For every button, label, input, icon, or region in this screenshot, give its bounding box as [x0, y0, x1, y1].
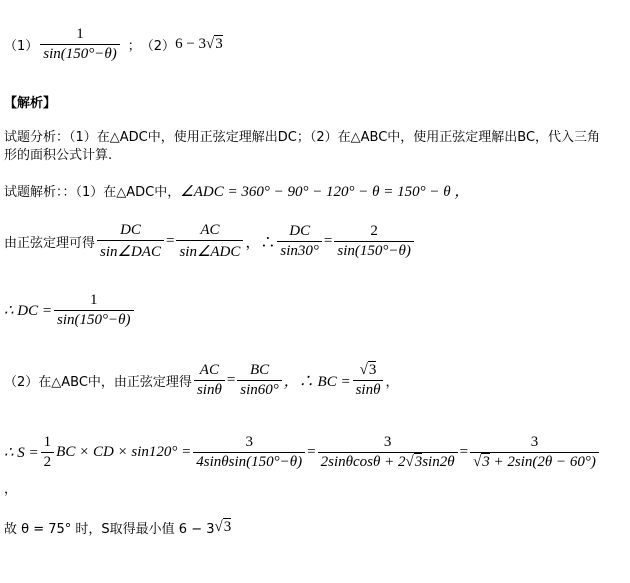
answer-part1-fraction — [40, 26, 119, 63]
fraction-numerator: 3 — [530, 434, 539, 450]
s-prefix: ∴ S = — [4, 445, 39, 461]
fraction-denominator: 2sinθcosθ + 2√3sin2θ — [318, 452, 458, 471]
trailing-comma: ， — [4, 482, 18, 497]
fraction-denominator: sinθ — [353, 380, 384, 399]
solution-angle-line — [4, 180, 469, 201]
fraction-denominator: √3 + 2sin(2θ − 60°) — [470, 452, 599, 471]
angle-equation: ∠ADC = 360° − 90° − 120° − θ = 150° − θ ， — [180, 184, 470, 200]
fraction-numerator: AC — [200, 222, 220, 238]
bc-mid: ，∴ BC = — [283, 374, 351, 390]
fraction-numerator: 3 — [383, 434, 392, 450]
fraction-area-1 — [193, 434, 305, 471]
area-line — [4, 434, 601, 471]
fraction-ac-sinadc — [176, 222, 243, 261]
part2-prefix: （2）在△ABC中，由正弦定理得 — [4, 375, 192, 390]
equals-sign: = — [459, 444, 469, 460]
answer-part2-radicand: 3 — [215, 36, 223, 52]
fraction-numerator: DC — [289, 223, 311, 239]
fraction-numerator: 1 — [90, 292, 98, 308]
conclusion-text: 故 θ = 75° 时，S取得最小值 6 − 3 — [4, 522, 215, 537]
fraction-one-half — [41, 434, 55, 471]
conclusion-line: 故 θ = 75° 时，S取得最小值 6 − 3 √3 — [4, 519, 232, 537]
fraction-numerator: DC — [120, 222, 141, 238]
fraction-denominator: sin60° — [237, 380, 282, 399]
analysis-heading: 【解析】 — [4, 96, 57, 111]
fraction-denominator: sinθ — [194, 380, 225, 399]
fraction-denominator: sin(150°−θ) — [40, 44, 119, 63]
fraction-numerator: 1 — [76, 26, 84, 42]
equals-sign: = — [226, 372, 236, 388]
equals-sign: = — [323, 233, 333, 249]
fraction-denominator: sin(150°−θ) — [334, 241, 413, 260]
answer-part1-label: （1） — [4, 39, 39, 54]
fraction-sqrt3-sintheta: $\frac{√3}{\sin\theta}$ — [353, 362, 384, 399]
fraction-dc-sindac — [97, 222, 164, 261]
fraction-dc-sin30 — [277, 223, 322, 260]
fraction-denominator: sin30° — [277, 241, 322, 260]
answer-separator: ； — [127, 39, 141, 54]
fraction-denominator: 4sinθsin(150°−θ) — [193, 452, 305, 471]
fraction-numerator: AC — [199, 362, 219, 378]
fraction-denominator: sin∠DAC — [97, 240, 164, 261]
analysis-line-2: 形的面积公式计算. — [4, 148, 113, 163]
fraction-ac-sintheta — [194, 362, 225, 399]
fraction-dc-result — [54, 292, 133, 329]
therefore-sign: ，∴ — [245, 235, 276, 251]
bc-line — [4, 362, 398, 399]
s-mid: BC × CD × sin120° = — [56, 444, 192, 460]
law-prefix: 由正弦定理可得 — [4, 236, 96, 251]
fraction-area-2 — [318, 434, 458, 471]
fraction-numerator: 1 — [43, 434, 52, 450]
answer-line: （1） $\frac{1}{\sin(150^\circ-\theta)}$ ； （2） 6 − 3 √3 — [4, 26, 223, 62]
equals-sign: = — [165, 233, 175, 249]
law-of-sines-line — [4, 222, 416, 261]
answer-part2-label: （2） — [140, 39, 176, 54]
conclusion-radicand: 3 — [223, 519, 232, 535]
fraction-numerator: 3 — [245, 434, 253, 450]
fraction-numerator: 2 — [370, 223, 378, 239]
analysis-line-1: 试题分析：（1）在△ADC中，使用正弦定理解出DC；（2）在△ABC中，使用正弦定理解出BC，代入三角 — [4, 130, 601, 145]
equals-sign: = — [307, 444, 316, 460]
fraction-denominator: sin∠ADC — [176, 240, 243, 261]
solution-intro: 试题解析：：（1）在△ADC中， — [4, 185, 181, 200]
answer-part2-expr: 6 − 3 — [175, 36, 207, 52]
fraction-denominator: 2 — [41, 452, 55, 471]
fraction-denominator: sin(150°−θ) — [54, 310, 133, 329]
fraction-bc-sin60 — [237, 362, 282, 399]
bc-end: ， — [385, 375, 399, 390]
fraction-numerator-radicand: 3 — [368, 362, 377, 378]
dc-prefix: ∴ DC = — [4, 303, 53, 319]
fraction-area-3 — [470, 434, 599, 471]
fraction-numerator: BC — [249, 362, 270, 378]
fraction-2-sin150 — [334, 223, 413, 260]
dc-result-line — [4, 292, 136, 329]
